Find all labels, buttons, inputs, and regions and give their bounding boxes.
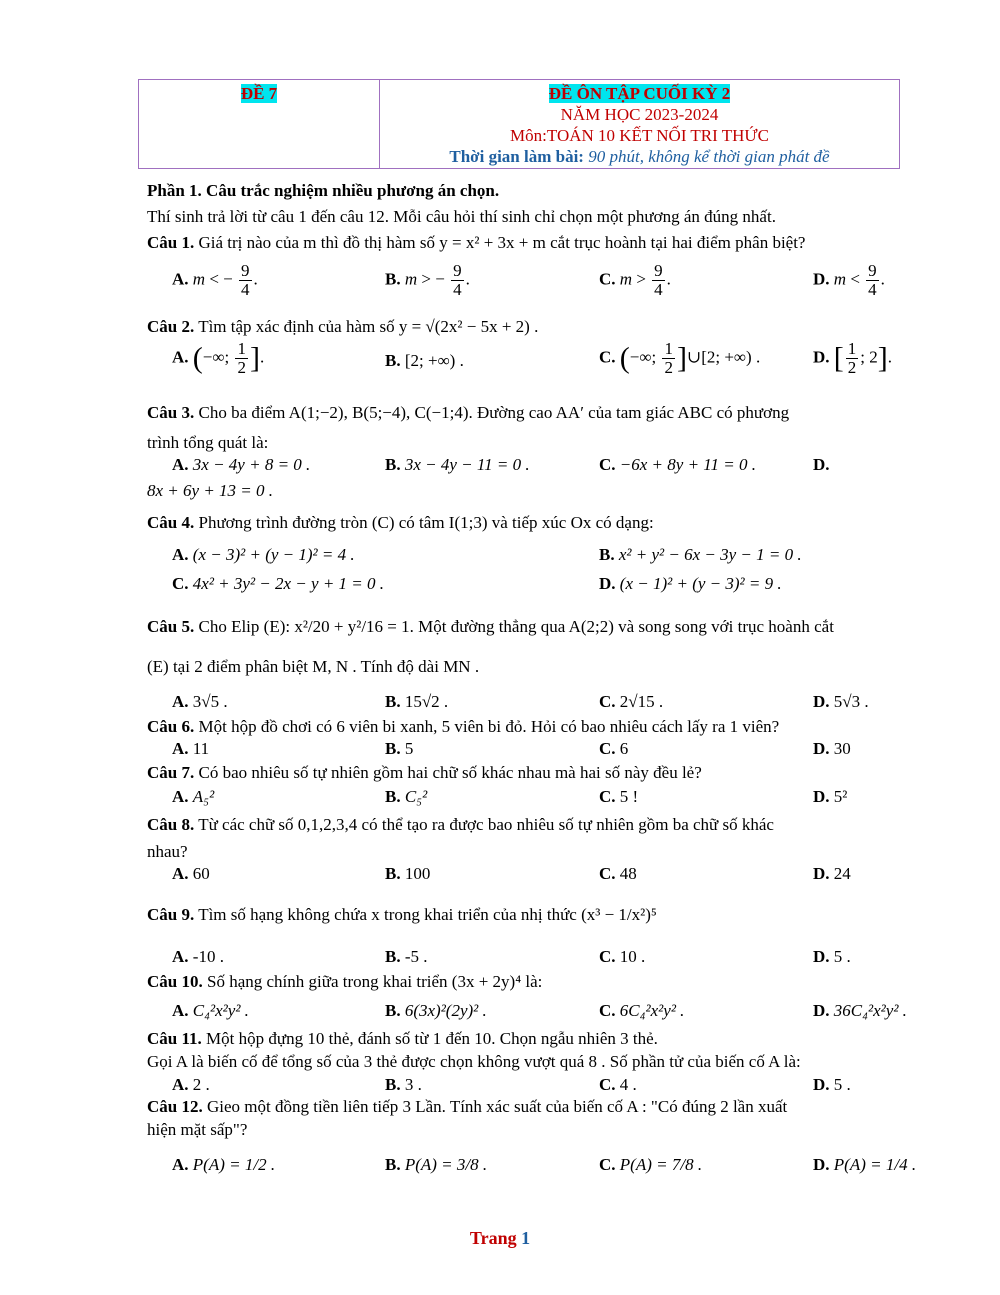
q1-option-c[interactable]: C. m > $\frac{9}{4}$ . [599,261,671,299]
q5-text-1: Cho Elip (E): x²/20 + y²/16 = 1. Một đường thẳng qua A(2;2) và song song với trục hoành cắt [198,617,834,636]
question-10 [147,971,542,993]
q10-label: Câu 10. [147,972,203,991]
question-12-line-1 [147,1096,787,1118]
question-5-line-1 [147,616,834,638]
q3-option-c[interactable]: C. −6x + 8y + 11 = 0 . [599,455,756,474]
q12-text-1: Gieo một đồng tiền liên tiếp 3 Lần. Tính xác suất của biến cố A : "Có đúng 2 lần xuất [206,1097,788,1116]
q12-option-c[interactable]: C. P(A) = 7/8 . [599,1155,703,1174]
exam-header [138,79,900,169]
q8-label: Câu 8. [147,815,195,834]
q4-label: Câu 4. [147,513,195,532]
q1-option-d[interactable]: D. m < $\frac{9}{4}$ . [813,261,885,299]
question-6 [147,716,779,738]
q3-option-b[interactable]: B. 3x − 4y − 11 = 0 . [385,455,530,474]
q3-option-d[interactable]: 8x + 6y + 13 = 0 . [147,481,274,500]
exam-code-cell [139,80,380,168]
q8-text-2: nhau? [147,842,188,861]
q9-option-c[interactable]: C. 10 . [599,947,646,966]
q3-option-a[interactable]: A. 3x − 4y + 8 = 0 . [172,455,311,474]
q12-label: Câu 12. [147,1097,203,1116]
q10-option-c[interactable]: C. 6C₄²x²y² . [599,1001,685,1020]
q9-text: Tìm số hạng không chứa x trong khai triển của nhị thức (x³ − 1/x²)⁵ [198,905,657,924]
time-label: Thời gian làm bài: [449,147,584,166]
question-4 [147,512,654,534]
q5-label: Câu 5. [147,617,195,636]
q7-option-a[interactable]: A. A₅² [172,787,215,806]
q3-text-1: Cho ba điểm A(1;−2), B(5;−4), C(−1;4). Đường cao AA′ của tam giác ABC có phương [198,403,790,422]
q12-text-2: hiện mặt sấp"? [147,1120,248,1139]
q9-label: Câu 9. [147,905,195,924]
q4-option-a[interactable]: A. (x − 3)² + (y − 1)² = 4 . [172,545,355,564]
q11-text-2: Gọi A là biến cố để tổng số của 3 thẻ được chọn không vượt quá 8 . Số phần tử của biến cố A là: [147,1052,801,1071]
q7-option-c[interactable]: C. 5 ! [599,787,639,806]
q5-option-b[interactable]: B. 15√2 . [385,692,449,711]
q6-option-c[interactable]: C. 6 [599,739,629,758]
q5-option-d[interactable]: D. 5√3 . [813,692,869,711]
q6-option-d[interactable]: D. 30 [813,739,851,758]
q3-option-d-letter[interactable]: D. [813,455,830,474]
q1-option-b[interactable]: B. m > − $\frac{9}{4}$ . [385,261,470,299]
q10-text: Số hạng chính giữa trong khai triển (3x + 2y)⁴ là: [206,972,543,991]
q5-option-c[interactable]: C. 2√15 . [599,692,664,711]
q1-text: Giá trị nào của m thì đồ thị hàm số y = x² + 3x + m cắt trục hoành tại hai điểm phân biệt? [198,233,806,252]
question-8-line-1 [147,814,774,836]
q2-option-d[interactable]: D. [ $\frac{1}{2}$ ; 2]. [813,339,893,377]
q9-option-b[interactable]: B. -5 . [385,947,428,966]
q7-label: Câu 7. [147,763,195,782]
q11-text-1: Một hộp đựng 10 thẻ, đánh số từ 1 đến 10. Chọn ngẫu nhiên 3 thẻ. [206,1029,658,1048]
q4-option-b[interactable]: B. x² + y² − 6x − 3y − 1 = 0 . [599,545,802,564]
q6-text: Một hộp đồ chơi có 6 viên bi xanh, 5 viên bi đỏ. Hỏi có bao nhiêu cách lấy ra 1 viên? [198,717,780,736]
q11-label: Câu 11. [147,1029,202,1048]
q8-option-c[interactable]: C. 48 [599,864,637,883]
q10-option-a[interactable]: A. C₄²x²y² . [172,1001,249,1020]
q2-option-a[interactable]: A. (−∞; $\frac{1}{2}$ ]. [172,339,265,377]
exam-code: ĐỀ 7 [240,84,278,103]
q3-text-2: trình tổng quát là: [147,433,269,452]
school-year: NĂM HỌC 2023-2024 [560,105,719,124]
q5-text-2: (E) tại 2 điểm phân biệt M, N . Tính độ dài MN . [147,657,480,676]
section-title: Phần 1. Câu trắc nghiệm nhiều phương án chọn. [147,181,500,200]
q7-option-b[interactable]: B. C₅² [385,787,428,806]
q8-text-1: Từ các chữ số 0,1,2,3,4 có thể tạo ra được bao nhiêu số tự nhiên gồm ba chữ số khác [198,815,774,834]
q6-label: Câu 6. [147,717,195,736]
question-9 [147,904,657,926]
q10-option-d[interactable]: D. 36C₄²x²y² . [813,1001,907,1020]
q6-option-b[interactable]: B. 5 [385,739,414,758]
page-label: Trang [469,1228,517,1248]
q7-option-d[interactable]: D. 5² [813,787,848,806]
question-2 [147,316,538,338]
q11-option-d[interactable]: D. 5 . [813,1075,851,1094]
q2-option-b[interactable]: B. [2; +∞) . [385,351,464,370]
q4-option-c[interactable]: C. 4x² + 3y² − 2x − y + 1 = 0 . [172,574,385,593]
q12-option-d[interactable]: D. P(A) = 1/4 . [813,1155,917,1174]
question-3-line-1 [147,402,789,424]
exam-title: ĐỀ ÔN TẬP CUỐI KỲ 2 [548,84,731,103]
q8-option-b[interactable]: B. 100 [385,864,431,883]
q7-text: Có bao nhiêu số tự nhiên gồm hai chữ số khác nhau mà hai số này đều lẻ? [198,763,702,782]
page-footer [0,1228,1000,1249]
section-instructions: Thí sinh trả lời từ câu 1 đến câu 12. Mỗi câu hỏi thí sinh chỉ chọn một phương án đúng nhất. [147,207,776,226]
q10-option-b[interactable]: B. 6(3x)²(2y)² . [385,1001,487,1020]
q11-option-b[interactable]: B. 3 . [385,1075,422,1094]
question-11-line-1 [147,1028,658,1050]
q12-option-b[interactable]: B. P(A) = 3/8 . [385,1155,488,1174]
q9-option-a[interactable]: A. -10 . [172,947,224,966]
q9-option-d[interactable]: D. 5 . [813,947,851,966]
q8-option-a[interactable]: A. 60 [172,864,210,883]
q1-label: Câu 1. [147,233,195,252]
subject: Môn:TOÁN 10 KẾT NỐI TRI THỨC [510,126,769,145]
q11-option-a[interactable]: A. 2 . [172,1075,210,1094]
exam-info-cell [380,80,899,168]
q3-label: Câu 3. [147,403,195,422]
q12-option-a[interactable]: A. P(A) = 1/2 . [172,1155,276,1174]
q4-text: Phương trình đường tròn (C) có tâm I(1;3) và tiếp xúc Ox có dạng: [198,513,654,532]
question-1 [147,232,805,254]
time-value: 90 phút, không kể thời gian phát đề [588,147,830,166]
q2-label: Câu 2. [147,317,195,336]
question-7 [147,762,702,784]
q11-option-c[interactable]: C. 4 . [599,1075,637,1094]
q2-text: Tìm tập xác định của hàm số y = √(2x² − 5x + 2) . [198,317,539,336]
q8-option-d[interactable]: D. 24 [813,864,851,883]
q5-option-a[interactable]: A. 3√5 . [172,692,228,711]
q4-option-d[interactable]: D. (x − 1)² + (y − 3)² = 9 . [599,574,782,593]
q2-option-c[interactable]: C. (−∞; $\frac{1}{2}$ ]∪[2; +∞) . [599,339,761,377]
q1-option-a[interactable]: A. m < − $\frac{9}{4}$ . [172,261,258,299]
page-number: 1 [521,1228,531,1248]
q6-option-a[interactable]: A. 11 [172,739,210,758]
